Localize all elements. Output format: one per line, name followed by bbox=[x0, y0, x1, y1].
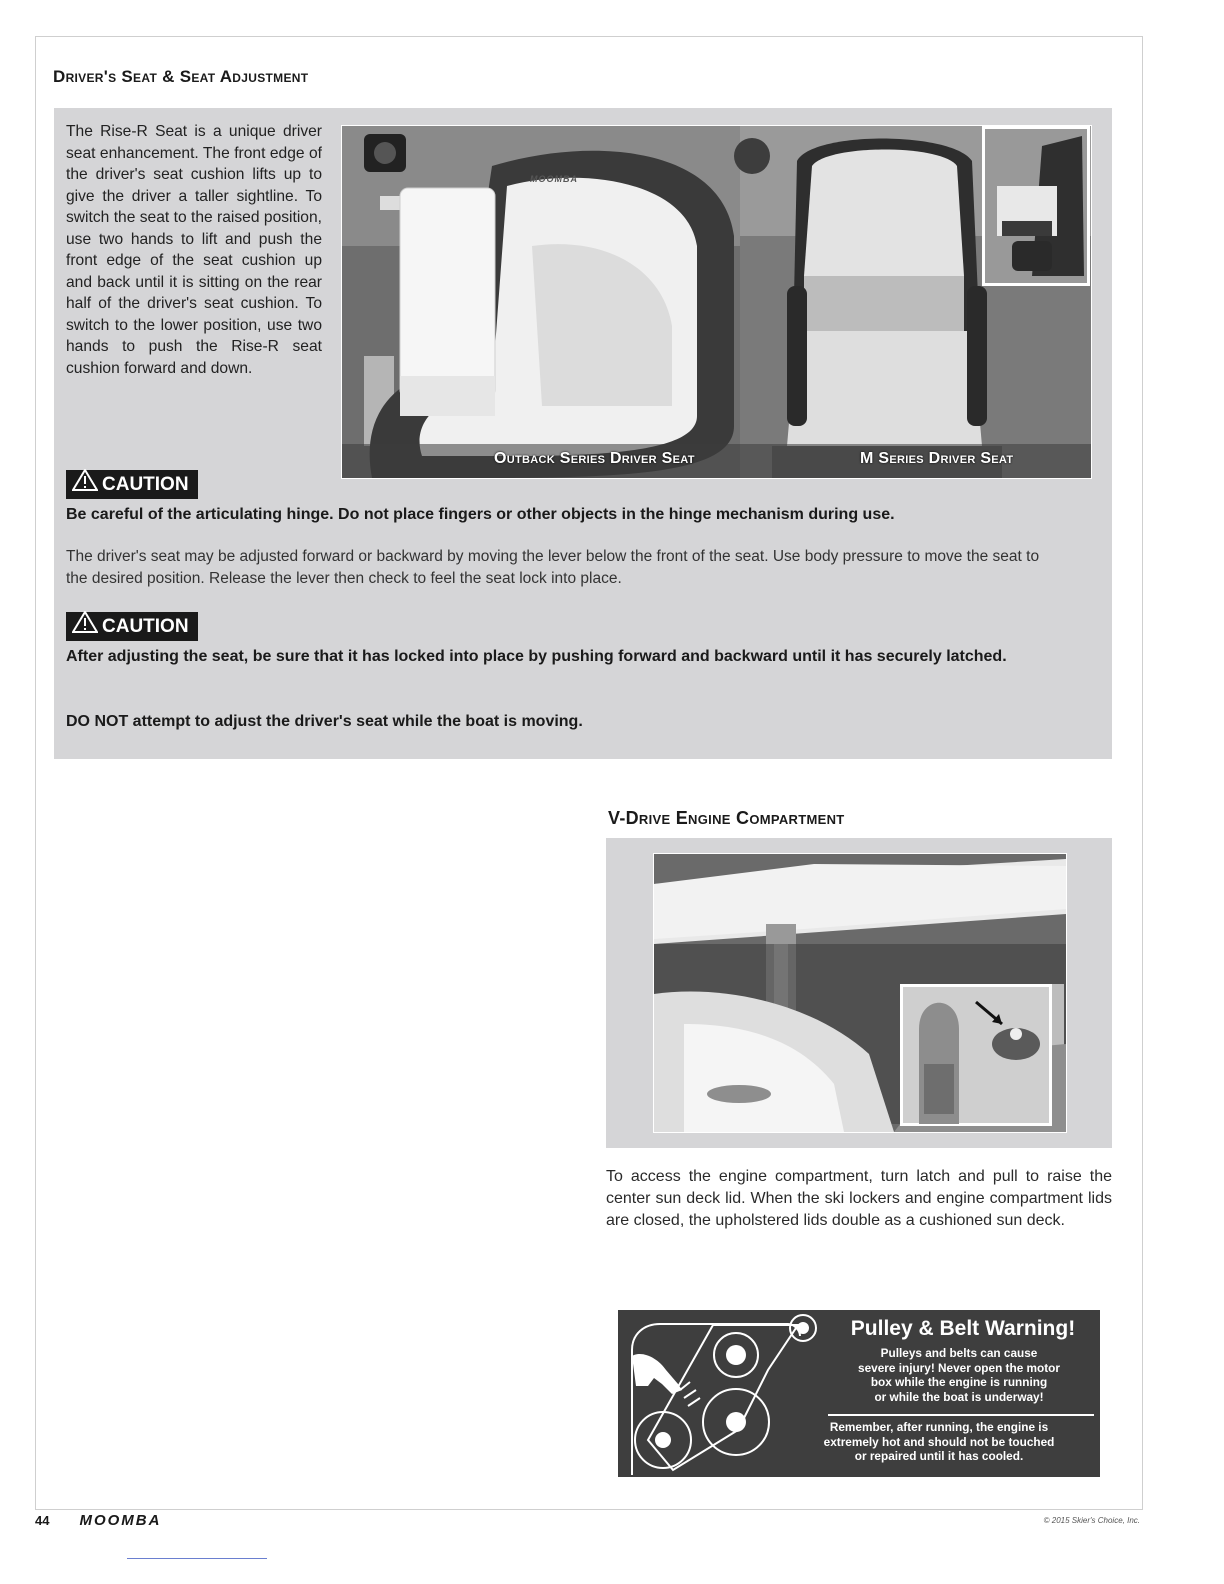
seat-logo: MOOMBA bbox=[530, 174, 578, 184]
caution-moving-text: DO NOT attempt to adjust the driver's seat while the boat is moving. bbox=[66, 713, 583, 730]
warning-title: Pulley & Belt Warning! bbox=[850, 1317, 1076, 1340]
warning-text-danger: Pulleys and belts can cause severe injury! Never open the motor box while the engine is running or while the boat is underway! bbox=[858, 1346, 1060, 1404]
caution-badge bbox=[66, 470, 198, 499]
engine-compartment-photo bbox=[653, 853, 1067, 1133]
warning-text-hot-engine: Remember, after running, the engine is extremely hot and should not be touched or repaired until it has cooled. bbox=[823, 1420, 1055, 1463]
seat-photos bbox=[341, 125, 1092, 479]
brand-logo: MOOMBA bbox=[79, 1512, 162, 1529]
caution-hinge-text: Be careful of the articulating hinge. Do not place fingers or other objects in the hinge mechanism during use. bbox=[66, 506, 895, 523]
caution-label: CAUTION bbox=[102, 616, 189, 637]
seat-adjust-text: The driver's seat may be adjusted forward or backward by moving the lever below the front of the seat. Use body pressure to move the seat to the desired position. Release the lever then check to feel the seat lock into place. bbox=[66, 548, 1040, 587]
footer-left bbox=[35, 1512, 161, 1529]
bottom-divider bbox=[127, 1558, 267, 1559]
caution-badge bbox=[66, 612, 198, 641]
warning-divider bbox=[828, 1414, 1094, 1416]
pulley-belt-warning-label bbox=[618, 1310, 1100, 1477]
warning-triangle-icon bbox=[72, 611, 98, 642]
m-series-seat-caption: M Series Driver Seat bbox=[860, 450, 1014, 467]
rise-r-intro-text: The Rise-R Seat is a unique driver seat enhancement. The front edge of the driver's seat cushion lifts up to give the driver a taller sightline. To switch the seat to the raised position, use two hands to lift and push the front edge of the seat cushion up and back until it is sitting on the rear half of the driver's seat cushion. To switch to the lower position, use two hands to push the Rise-R seat cushion forward and down. bbox=[66, 123, 322, 377]
caution-label: CAUTION bbox=[102, 474, 189, 495]
outback-seat-caption: Outback Series Driver Seat bbox=[494, 450, 695, 467]
caution-latch-text: After adjusting the seat, be sure that it has locked into place by pushing forward and backward until it has securely latched. bbox=[66, 648, 1007, 665]
section-title-engine: V-Drive Engine Compartment bbox=[608, 808, 845, 828]
warning-triangle-icon bbox=[72, 469, 98, 500]
engine-access-text: To access the engine compartment, turn latch and pull to raise the center sun deck lid. When the ski lockers and engine compartment lids are closed, the upholstered lids double as a cushioned sun deck. bbox=[606, 1168, 1112, 1229]
page-number: 44 bbox=[35, 1513, 50, 1528]
section-title-drivers-seat: Driver's Seat & Seat Adjustment bbox=[53, 67, 309, 86]
copyright: © 2015 Skier's Choice, Inc. bbox=[1043, 1516, 1140, 1525]
